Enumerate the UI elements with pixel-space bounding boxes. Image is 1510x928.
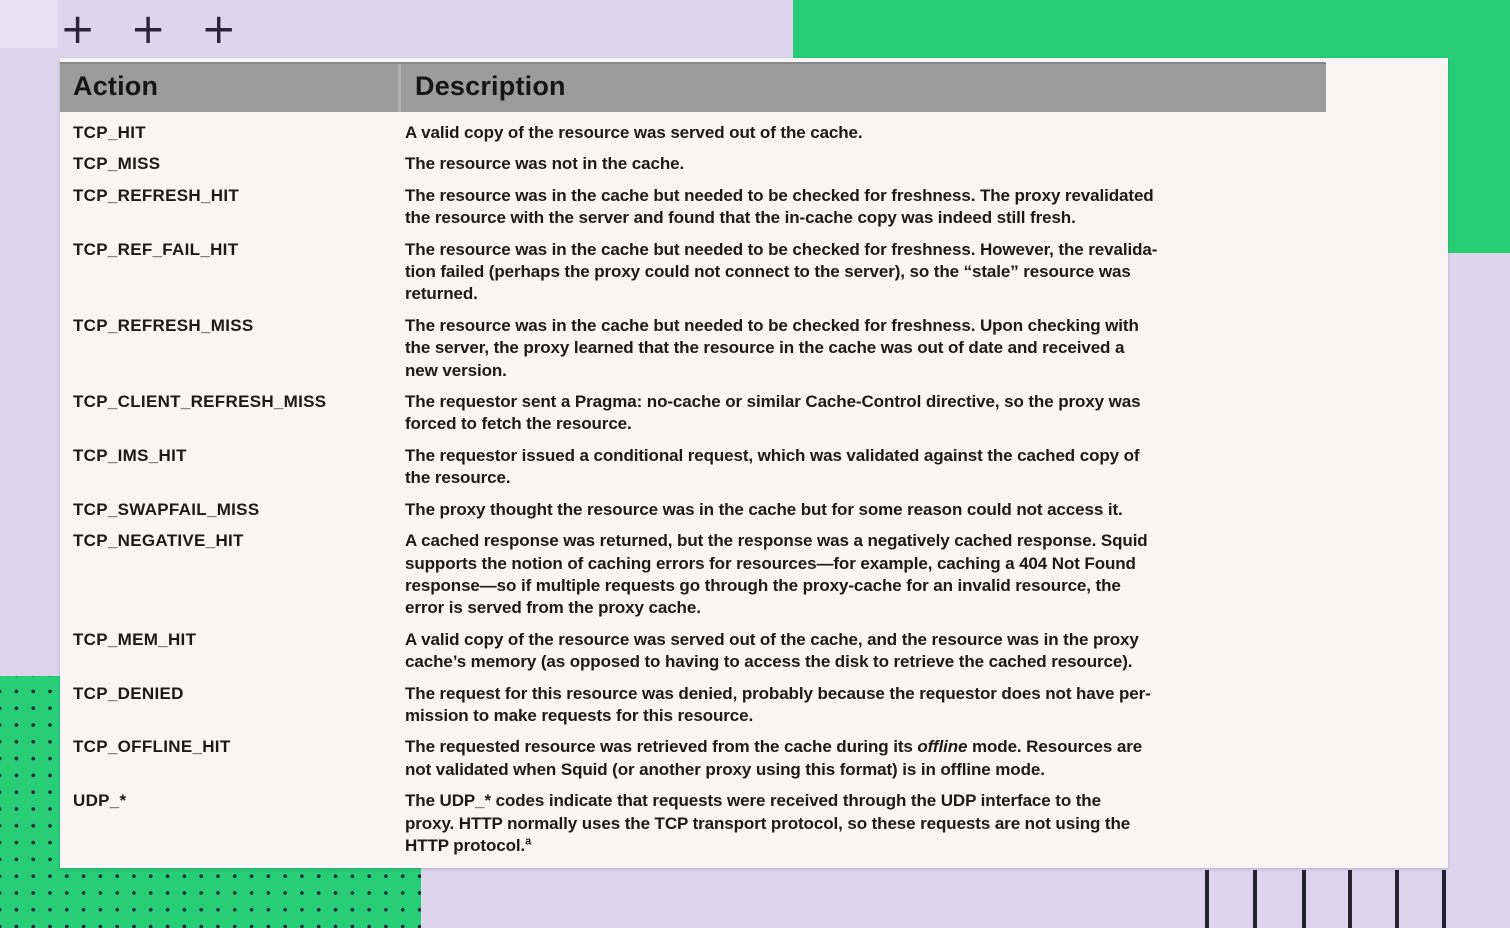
description-line: The resource was in the cache but needed to be checked for freshness. However, the revalida- (405, 239, 1158, 259)
table-row (73, 629, 1433, 674)
vertical-line (1395, 870, 1399, 928)
description-line: The resource was in the cache but needed to be checked for freshness. The proxy revalidated (405, 185, 1154, 205)
column-header-action: Action (73, 71, 159, 101)
green-block-right (1448, 0, 1510, 253)
table-row (73, 790, 1433, 857)
action-cell: UDP_* (73, 791, 127, 811)
description-line: not validated when Squid (or another proxy using this format) is in offline mode. (405, 759, 1045, 779)
description-line: forced to fetch the resource. (405, 414, 632, 434)
action-cell: TCP_MISS (73, 154, 161, 174)
table-row (73, 391, 1433, 436)
description-line: mission to make requests for this resource. (405, 705, 754, 725)
action-cell: TCP_HIT (73, 123, 146, 142)
header-column-separator (398, 64, 401, 112)
vertical-line (1205, 870, 1209, 928)
table-row (73, 122, 1433, 144)
table-row (73, 153, 1433, 175)
description-line: The requestor issued a conditional request, which was validated against the cached copy of (405, 445, 1140, 465)
description-line: response—so if multiple requests go through the proxy-cache for an invalid resource, the (405, 575, 1121, 595)
description-line: proxy. HTTP normally uses the TCP transport protocol, so these requests are not using the (405, 813, 1131, 833)
plus-signs-decoration: + + + (60, 4, 248, 53)
description-line: The request for this resource was denied, probably because the requestor does not have per- (405, 683, 1151, 703)
action-cell: TCP_REFRESH_HIT (73, 185, 240, 205)
table-header-row (60, 62, 1326, 112)
description-cell (405, 153, 1433, 175)
description-cell (405, 315, 1433, 382)
vertical-line (1253, 870, 1257, 928)
description-line: The requested resource was retrieved from the cache during its offline mode. Resources are (405, 737, 1143, 757)
description-line: A valid copy of the resource was served out of the cache. (405, 123, 863, 142)
table-row (73, 736, 1433, 781)
description-line: The proxy thought the resource was in the cache but for some reason could not access it. (405, 499, 1123, 519)
action-cell: TCP_OFFLINE_HIT (73, 737, 231, 757)
action-cell: TCP_REF_FAIL_HIT (73, 239, 239, 259)
description-line: the resource with the server and found that the in-cache copy was indeed still fresh. (405, 208, 1076, 228)
column-header-description: Description (415, 71, 566, 101)
description-cell (405, 530, 1433, 620)
table-rows (73, 122, 1433, 866)
cache-actions-table (60, 58, 1448, 868)
description-line: A cached response was returned, but the response was a negatively cached response. Squid (405, 531, 1148, 551)
description-cell (405, 629, 1433, 674)
action-cell: TCP_SWAPFAIL_MISS (73, 499, 260, 519)
description-line: cache’s memory (as opposed to having to access the disk to retrieve the cached resource). (405, 652, 1133, 672)
table-row (73, 683, 1433, 728)
corner-highlight-block (0, 0, 58, 48)
description-line: The resource was in the cache but needed to be checked for freshness. Upon checking with (405, 315, 1139, 335)
description-cell (405, 683, 1433, 728)
description-cell (405, 122, 1433, 144)
description-line: supports the notion of caching errors for resources—for example, caching a 404 Not Found (405, 553, 1136, 573)
description-cell (405, 391, 1433, 436)
description-line: returned. (405, 284, 478, 304)
vertical-line (1302, 870, 1306, 928)
vertical-line (1442, 870, 1446, 928)
action-cell: TCP_DENIED (73, 683, 184, 703)
action-cell: TCP_REFRESH_MISS (73, 315, 254, 335)
description-cell (405, 185, 1433, 230)
table-row (73, 499, 1433, 521)
description-line: the resource. (405, 468, 511, 488)
green-block-top (793, 0, 1510, 58)
table-row (73, 315, 1433, 382)
table-row (73, 185, 1433, 230)
action-cell: TCP_NEGATIVE_HIT (73, 531, 244, 551)
description-line: new version. (405, 360, 507, 380)
table-row (73, 445, 1433, 490)
action-cell: TCP_CLIENT_REFRESH_MISS (73, 392, 327, 412)
description-line: HTTP protocol.$^a$ (405, 835, 532, 855)
description-line: The resource was not in the cache. (405, 154, 685, 174)
description-cell (405, 736, 1433, 781)
table-row (73, 239, 1433, 306)
description-line: tion failed (perhaps the proxy could not connect to the server), so the “stale” resource was (405, 262, 1131, 282)
vertical-line (1348, 870, 1352, 928)
description-cell (405, 239, 1433, 306)
description-line: The requestor sent a Pragma: no-cache or similar Cache-Control directive, so the proxy was (405, 392, 1141, 412)
description-line: the server, the proxy learned that the resource in the cache was out of date and received a (405, 338, 1125, 358)
description-cell (405, 499, 1433, 521)
table-row (73, 530, 1433, 620)
description-line: The UDP_* codes indicate that requests were received through the UDP interface to the (405, 791, 1101, 811)
description-cell (405, 790, 1433, 857)
description-line: error is served from the proxy cache. (405, 598, 701, 618)
description-cell (405, 445, 1433, 490)
action-cell: TCP_MEM_HIT (73, 629, 197, 649)
description-line: A valid copy of the resource was served out of the cache, and the resource was in the proxy (405, 629, 1139, 649)
action-cell: TCP_IMS_HIT (73, 445, 187, 465)
